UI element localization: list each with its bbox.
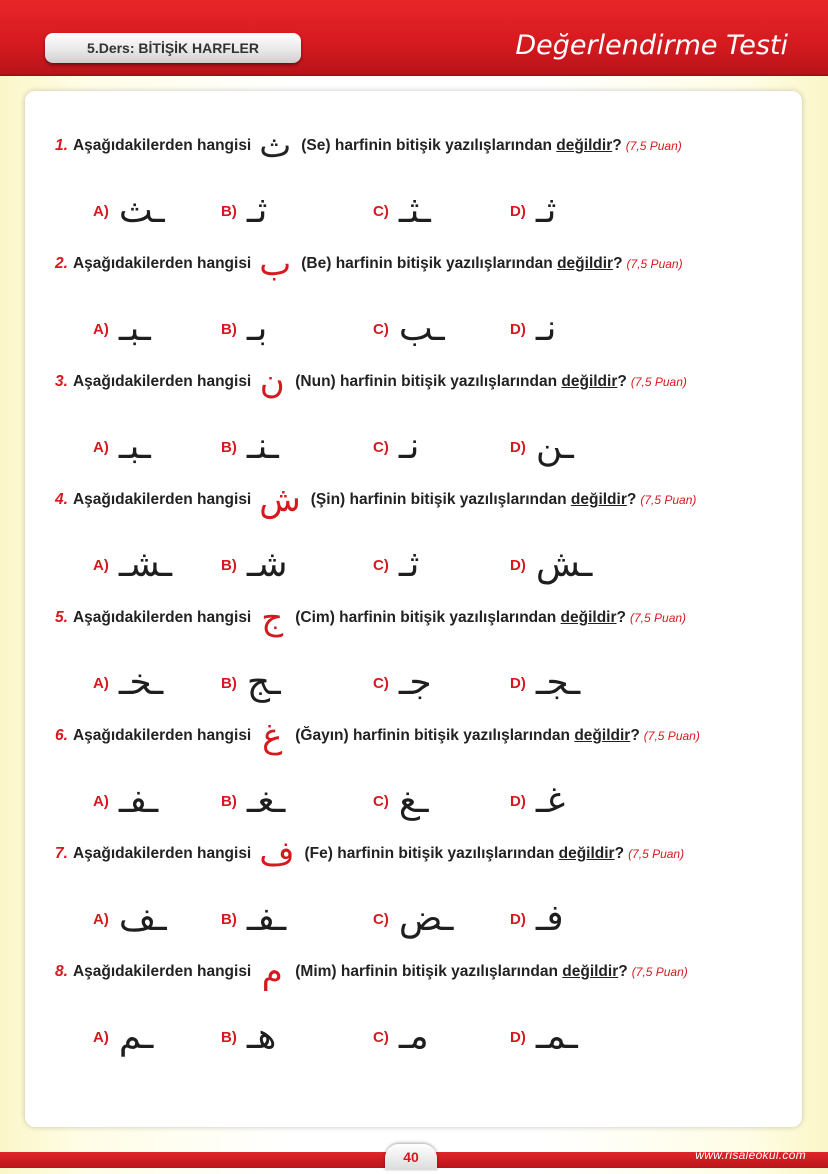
points-label: (7,5 Puan) <box>640 493 697 507</box>
question-number: 3. <box>55 373 68 390</box>
question-2 <box>25 239 802 357</box>
question-letter: ش <box>259 480 301 520</box>
question-card <box>25 91 802 1127</box>
option-glyph: ـمـ <box>535 1016 578 1057</box>
question-body: harfinin bitişik yazılışlarından <box>340 963 558 980</box>
question-number: 6. <box>55 727 68 744</box>
letter-name: (Nun) <box>295 373 336 390</box>
option-glyph: مـ <box>398 1016 429 1057</box>
option-label: A) <box>93 438 109 456</box>
option-a[interactable] <box>93 541 172 589</box>
option-glyph: جـ <box>398 662 432 703</box>
points-label: (7,5 Puan) <box>643 729 700 743</box>
option-label: B) <box>221 438 237 456</box>
option-label: C) <box>373 910 389 928</box>
question-text <box>55 239 683 289</box>
question-body: harfinin bitişik yazılışlarından <box>334 137 552 154</box>
emphasis-word: değildir <box>562 963 619 980</box>
question-prefix: Aşağıdakilerden hangisi <box>72 137 252 154</box>
option-label: D) <box>510 910 526 928</box>
letter-name: (Be) <box>301 255 332 272</box>
option-label: C) <box>373 674 389 692</box>
option-glyph: ـفـ <box>246 898 287 939</box>
points-label: (7,5 Puan) <box>630 611 687 625</box>
option-glyph: ثـ <box>535 190 557 231</box>
emphasis-word: değildir <box>570 491 627 508</box>
option-label: D) <box>510 320 526 338</box>
question-prefix: Aşağıdakilerden hangisi <box>72 727 252 744</box>
option-c[interactable] <box>373 777 435 825</box>
question-prefix: Aşağıdakilerden hangisi <box>72 255 252 272</box>
option-glyph: ـنـ <box>246 426 279 467</box>
question-mark: ? <box>614 845 625 862</box>
option-a[interactable] <box>93 659 163 707</box>
option-label: C) <box>373 792 389 810</box>
option-glyph: نـ <box>398 426 420 467</box>
question-8 <box>25 947 802 1065</box>
option-label: D) <box>510 792 526 810</box>
option-glyph: غـ <box>535 780 566 821</box>
question-mark: ? <box>618 963 628 980</box>
option-glyph: ـشـ <box>118 544 173 585</box>
question-mark: ? <box>612 137 622 154</box>
option-glyph: ثـ <box>246 190 268 231</box>
option-glyph: ـن <box>535 426 574 467</box>
option-glyph: هـ <box>246 1016 277 1057</box>
option-label: D) <box>510 556 526 574</box>
option-label: A) <box>93 910 109 928</box>
question-body: harfinin bitişik yazılışlarından <box>335 255 553 272</box>
question-mark: ? <box>613 255 623 272</box>
question-7 <box>25 829 802 947</box>
option-glyph: ـج <box>246 662 281 703</box>
option-glyph: ـبـ <box>118 426 151 467</box>
option-c[interactable] <box>373 541 435 589</box>
emphasis-word: değildir <box>558 845 615 862</box>
option-glyph: ثـ <box>398 544 420 585</box>
option-b[interactable] <box>221 541 288 589</box>
emphasis-word: değildir <box>556 137 613 154</box>
option-c[interactable] <box>373 187 435 235</box>
question-prefix: Aşağıdakilerden hangisi <box>72 491 252 508</box>
option-glyph: ـخـ <box>118 662 164 703</box>
emphasis-word: değildir <box>561 373 618 390</box>
option-glyph: ـث <box>118 190 165 231</box>
emphasis-word: değildir <box>560 609 617 626</box>
question-letter: ن <box>259 362 285 402</box>
emphasis-word: değildir <box>574 727 631 744</box>
option-b[interactable] <box>221 305 283 353</box>
option-label: B) <box>221 910 237 928</box>
question-text <box>55 711 700 761</box>
option-label: B) <box>221 792 237 810</box>
question-5 <box>25 593 802 711</box>
letter-name: (Cim) <box>295 609 335 626</box>
option-d[interactable] <box>510 423 574 471</box>
option-label: A) <box>93 674 109 692</box>
question-text <box>55 475 696 525</box>
option-b[interactable] <box>221 1013 283 1061</box>
option-b[interactable] <box>221 895 286 943</box>
question-text <box>55 121 682 171</box>
option-glyph: شـ <box>246 544 288 585</box>
points-label: (7,5 Puan) <box>631 965 688 979</box>
page-title: Değerlendirme Testi <box>515 30 788 61</box>
option-label: C) <box>373 438 389 456</box>
option-d[interactable] <box>510 777 572 825</box>
option-glyph: ـم <box>118 1016 154 1057</box>
letter-name: (Se) <box>301 137 331 154</box>
question-mark: ? <box>630 727 640 744</box>
option-label: B) <box>221 1028 237 1046</box>
question-6 <box>25 711 802 829</box>
letter-name: (Mim) <box>295 963 337 980</box>
option-label: A) <box>93 1028 109 1046</box>
question-number: 8. <box>55 963 68 980</box>
question-number: 2. <box>55 255 68 272</box>
option-b[interactable] <box>221 187 283 235</box>
question-prefix: Aşağıdakilerden hangisi <box>72 845 252 862</box>
option-label: A) <box>93 792 109 810</box>
emphasis-word: değildir <box>557 255 614 272</box>
option-d[interactable] <box>510 1013 578 1061</box>
question-body: harfinin bitişik yazılışlarından <box>339 609 557 626</box>
page-number: 40 <box>385 1144 437 1170</box>
question-1 <box>25 121 802 239</box>
option-glyph: فـ <box>535 898 564 939</box>
option-glyph: ـغـ <box>246 780 286 821</box>
points-label: (7,5 Puan) <box>628 847 685 861</box>
option-label: B) <box>221 202 237 220</box>
question-letter: ج <box>261 598 284 638</box>
option-c[interactable] <box>373 1013 435 1061</box>
option-label: C) <box>373 1028 389 1046</box>
option-glyph: ـض <box>398 898 454 939</box>
question-body: harfinin bitişik yazılışlarından <box>340 373 558 390</box>
option-glyph: ـب <box>398 308 445 349</box>
option-glyph: ـبـ <box>118 308 151 349</box>
points-label: (7,5 Puan) <box>626 257 683 271</box>
question-text <box>55 947 688 997</box>
option-label: C) <box>373 320 389 338</box>
question-text <box>55 357 687 407</box>
option-a[interactable] <box>93 895 167 943</box>
option-d[interactable] <box>510 187 572 235</box>
option-label: A) <box>93 202 109 220</box>
option-d[interactable] <box>510 895 572 943</box>
option-a[interactable] <box>93 1013 155 1061</box>
option-a[interactable] <box>93 423 155 471</box>
lesson-tab: 5.Ders: BİTİŞİK HARFLER <box>45 33 301 63</box>
question-number: 4. <box>55 491 68 508</box>
option-glyph: ـفـ <box>118 780 159 821</box>
option-label: C) <box>373 556 389 574</box>
question-number: 7. <box>55 845 68 862</box>
option-glyph: ـجـ <box>535 662 581 703</box>
question-letter: ف <box>259 834 295 874</box>
question-body: harfinin bitişik yazılışlarından <box>352 727 571 744</box>
page-header <box>0 0 828 76</box>
option-d[interactable] <box>510 659 580 707</box>
option-d[interactable] <box>510 305 572 353</box>
option-a[interactable] <box>93 187 165 235</box>
option-glyph: ـثـ <box>398 190 431 231</box>
question-body: harfinin bitişik yazılışlarından <box>349 491 567 508</box>
points-label: (7,5 Puan) <box>630 375 687 389</box>
option-b[interactable] <box>221 777 285 825</box>
website-link[interactable]: www.risaleokul.com <box>695 1148 806 1162</box>
option-glyph: ـش <box>535 544 593 585</box>
option-label: A) <box>93 556 109 574</box>
question-mark: ? <box>626 491 637 508</box>
option-label: B) <box>221 320 237 338</box>
option-label: C) <box>373 202 389 220</box>
question-prefix: Aşağıdakilerden hangisi <box>72 609 252 626</box>
question-body: harfinin bitişik yazılışlarından <box>337 845 555 862</box>
option-glyph: ـف <box>118 898 167 939</box>
option-b[interactable] <box>221 659 283 707</box>
option-label: D) <box>510 674 526 692</box>
question-text <box>55 593 686 643</box>
option-d[interactable] <box>510 541 592 589</box>
question-letter: م <box>261 952 283 992</box>
question-letter: غ <box>262 716 283 756</box>
letter-name: (Ğayın) <box>295 727 349 744</box>
points-label: (7,5 Puan) <box>625 139 682 153</box>
option-glyph: ـغ <box>398 780 429 821</box>
option-c[interactable] <box>373 423 435 471</box>
option-b[interactable] <box>221 423 283 471</box>
option-label: B) <box>221 556 237 574</box>
question-letter: ب <box>259 244 292 284</box>
letter-name: (Fe) <box>304 845 333 862</box>
question-mark: ? <box>617 373 627 390</box>
question-4 <box>25 475 802 593</box>
question-prefix: Aşağıdakilerden hangisi <box>72 963 252 980</box>
option-c[interactable] <box>373 895 453 943</box>
question-number: 1. <box>55 137 68 154</box>
option-a[interactable] <box>93 305 155 353</box>
question-text <box>55 829 684 879</box>
question-3 <box>25 357 802 475</box>
question-prefix: Aşağıdakilerden hangisi <box>72 373 252 390</box>
option-glyph: نـ <box>535 308 557 349</box>
option-label: D) <box>510 1028 526 1046</box>
option-label: D) <box>510 438 526 456</box>
option-a[interactable] <box>93 777 158 825</box>
question-mark: ? <box>616 609 626 626</box>
option-glyph: بـ <box>246 308 268 349</box>
option-c[interactable] <box>373 659 435 707</box>
option-label: D) <box>510 202 526 220</box>
question-number: 5. <box>55 609 68 626</box>
option-c[interactable] <box>373 305 445 353</box>
letter-name: (Şin) <box>310 491 346 508</box>
question-letter: ث <box>259 126 292 166</box>
option-label: B) <box>221 674 237 692</box>
option-label: A) <box>93 320 109 338</box>
